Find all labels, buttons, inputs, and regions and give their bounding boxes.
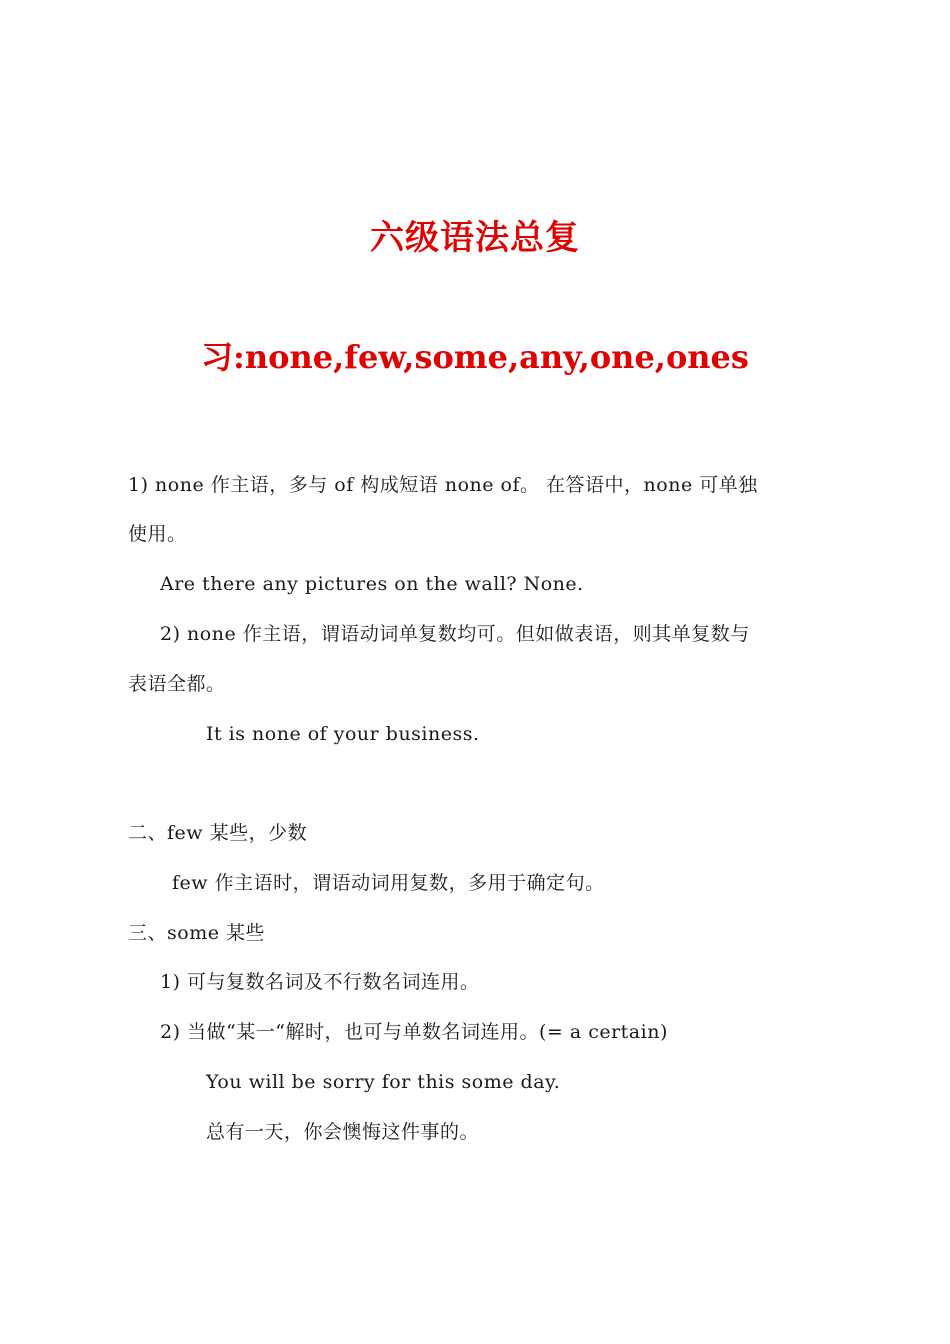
paragraph-line: 1) none 作主语，多与 of 构成短语 none of。 在答语中，none 可单独 (128, 474, 758, 496)
section-heading: 三、some 某些 (128, 922, 265, 944)
section-heading: 二、few 某些，少数 (128, 822, 308, 844)
paragraph-line: 2) 当做“某一“解时，也可与单数名词连用。(= a certain) (160, 1021, 668, 1043)
document-title-line2: 习:none,few,some,any,one,ones (201, 338, 749, 376)
example-sentence: You will be sorry for this some day. (206, 1071, 561, 1093)
example-translation: 总有一天，你会懊悔这件事的。 (206, 1121, 480, 1143)
example-sentence: Are there any pictures on the wall? None. (160, 573, 584, 595)
example-sentence: It is none of your business. (206, 723, 480, 745)
paragraph-line: few 作主语时，谓语动词用复数，多用于确定句。 (172, 872, 605, 894)
paragraph-line: 使用。 (128, 523, 187, 545)
document-title-line1: 六级语法总复 (370, 218, 580, 258)
paragraph-line: 表语全都。 (128, 673, 226, 695)
paragraph-line: 2) none 作主语，谓语动词单复数均可。但如做表语，则其单复数与 (160, 623, 750, 645)
paragraph-line: 1) 可与复数名词及不行数名词连用。 (160, 971, 480, 993)
